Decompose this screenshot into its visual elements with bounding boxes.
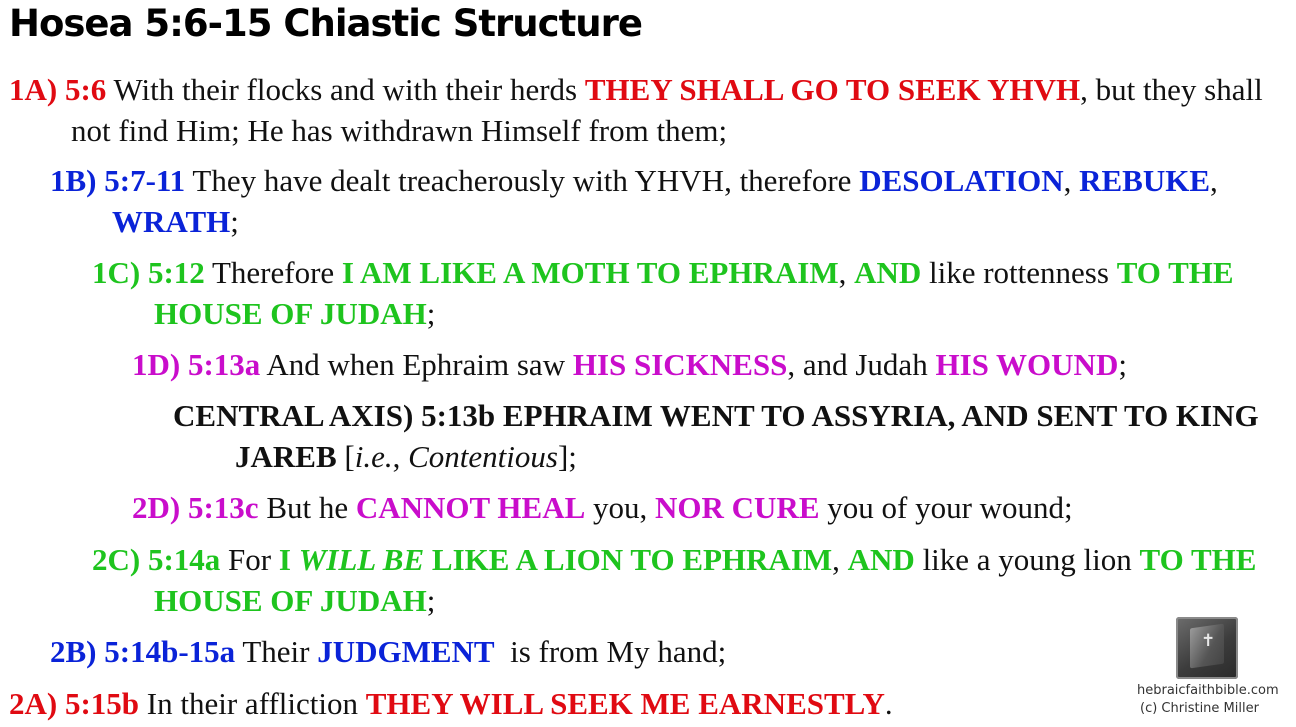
highlighted-phrase: I AM LIKE A MOTH TO EPHRAIM xyxy=(341,255,839,290)
chiasm-entry-2b xyxy=(50,631,1288,672)
verse-text: , xyxy=(838,255,855,290)
chiasm-entry-2a xyxy=(9,683,1288,724)
chiasm-entry-1c xyxy=(92,252,1288,334)
verse-reference: 5:12 xyxy=(147,255,205,290)
highlighted-phrase: REBUKE xyxy=(1079,163,1211,198)
cross-icon: ✝ xyxy=(1201,631,1216,651)
verse-text: , and Judah xyxy=(787,347,936,382)
verse-reference: 5:14a xyxy=(147,542,221,577)
entry-label: 1C) xyxy=(92,255,141,290)
highlighted-phrase: DESOLATION xyxy=(859,163,1064,198)
verse-text: ; xyxy=(426,296,436,331)
verse-text: And when Ephraim saw xyxy=(260,347,573,382)
italic-text: WILL BE xyxy=(298,542,425,577)
highlighted-phrase: I xyxy=(278,542,299,577)
verse-reference: 5:14b-15a xyxy=(104,634,236,669)
highlighted-phrase: CANNOT HEAL xyxy=(355,490,586,525)
highlighted-phrase: HIS SICKNESS xyxy=(572,347,788,382)
highlighted-phrase: HIS WOUND xyxy=(935,347,1119,382)
verse-text: But he xyxy=(258,490,356,525)
highlighted-phrase: THEY WILL SEEK ME EARNESTLY xyxy=(365,686,885,721)
verse-reference: 5:6 xyxy=(64,72,107,107)
highlighted-phrase: AND xyxy=(847,542,915,577)
chiasm-entry-2c xyxy=(92,539,1288,621)
entry-label: 2C) xyxy=(92,542,141,577)
verse-text: , xyxy=(832,542,848,577)
highlighted-phrase: NOR CURE xyxy=(655,490,820,525)
verse-text: like rottenness xyxy=(921,255,1117,290)
chiasm-central-axis xyxy=(173,395,1288,477)
verse-text: you of your wound; xyxy=(819,490,1073,525)
verse-text: like a young lion xyxy=(914,542,1140,577)
verse-text: is from My hand; xyxy=(494,634,727,669)
highlighted-phrase: JUDGMENT xyxy=(317,634,495,669)
highlighted-phrase: TO THE HOUSE OF JUDAH xyxy=(154,542,1257,618)
entry-label: 1D) xyxy=(132,347,181,382)
verse-reference: 5:15b xyxy=(64,686,140,721)
verse-text: With their flocks and with their herds xyxy=(106,72,585,107)
verse-reference: 5:13b xyxy=(421,398,496,433)
verse-text: In their affliction xyxy=(139,686,366,721)
chiasm-entry-2d xyxy=(132,487,1288,528)
chiasm-entry-1b xyxy=(50,160,1288,242)
highlighted-phrase: WRATH xyxy=(112,204,231,239)
verse-reference: 5:7-11 xyxy=(104,163,186,198)
verse-text: , xyxy=(392,439,409,474)
credit-website: hebraicfaithbible.com xyxy=(1137,683,1279,698)
entry-label: 2D) xyxy=(132,490,181,525)
entry-label: CENTRAL AXIS) xyxy=(173,398,414,433)
highlighted-phrase: AND xyxy=(854,255,922,290)
verse-text: , xyxy=(1210,163,1218,198)
entry-label: 1A) xyxy=(9,72,58,107)
verse-text: , but they shall not find Him; He has withdrawn Himself from them; xyxy=(71,72,1263,148)
credit-author: (c) Christine Miller xyxy=(1140,701,1259,716)
verse-text: Their xyxy=(235,634,318,669)
page-title: Hosea 5:6-15 Chiastic Structure xyxy=(9,2,642,45)
entry-label: 2B) xyxy=(50,634,97,669)
verse-text: They have dealt treacherously with YHVH, therefore xyxy=(185,163,860,198)
verse-text: ; xyxy=(230,204,239,239)
chiasm-entry-1d xyxy=(132,344,1288,385)
verse-text: Therefore xyxy=(204,255,342,290)
verse-text: ; xyxy=(1118,347,1127,382)
verse-text: ; xyxy=(426,583,436,618)
highlighted-phrase: EPHRAIM WENT TO ASSYRIA, AND SENT TO KING JAREB xyxy=(235,398,1259,474)
italic-text: i.e. xyxy=(354,439,393,474)
verse-text: ]; xyxy=(557,439,577,474)
highlighted-phrase: LIKE A LION TO EPHRAIM xyxy=(424,542,833,577)
bible-cross-icon xyxy=(1176,617,1238,679)
verse-text: For xyxy=(220,542,279,577)
highlighted-phrase: TO THE HOUSE OF JUDAH xyxy=(154,255,1234,331)
entry-label: 1B) xyxy=(50,163,97,198)
verse-reference: 5:13c xyxy=(187,490,259,525)
verse-text: [ xyxy=(336,439,355,474)
entry-label: 2A) xyxy=(9,686,58,721)
verse-text: . xyxy=(884,686,893,721)
italic-text: Contentious xyxy=(408,439,558,474)
verse-text: you, xyxy=(585,490,656,525)
highlighted-phrase: THEY SHALL GO TO SEEK YHVH xyxy=(584,72,1081,107)
verse-text: , xyxy=(1063,163,1080,198)
chiasm-entry-1a xyxy=(9,69,1288,151)
verse-reference: 5:13a xyxy=(187,347,261,382)
